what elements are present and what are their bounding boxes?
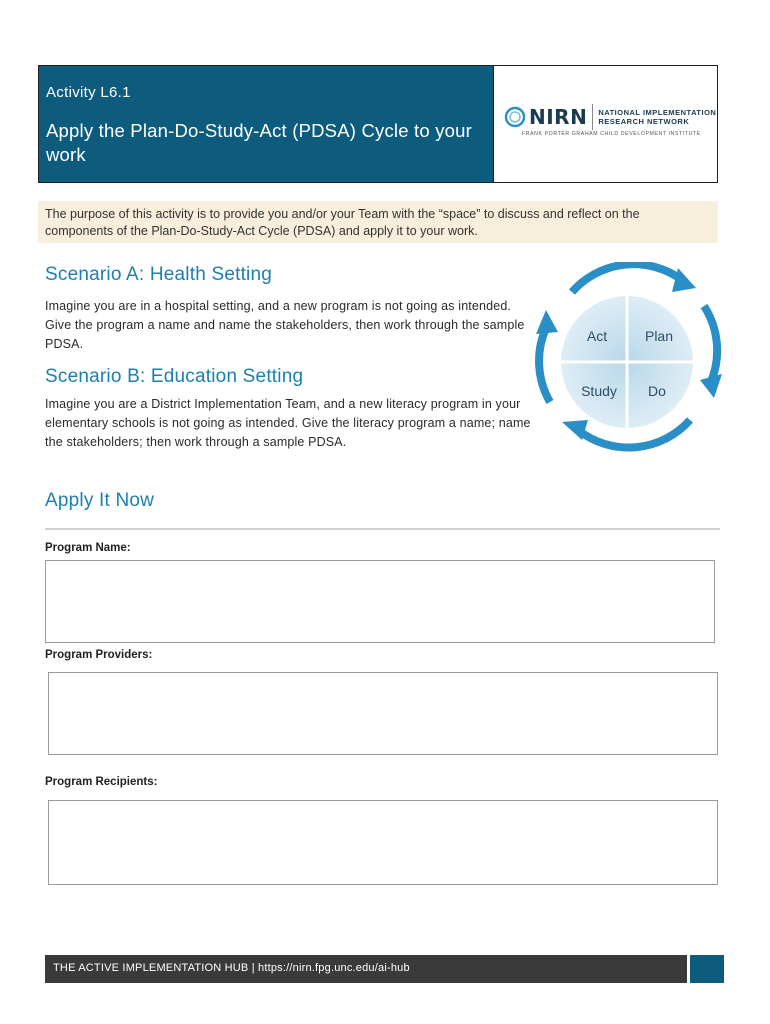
scenario-b-text: Imagine you are a District Implementation Team, and a new literacy program in your elementary schools is not going as intended. Give the literacy program a name; name the stakeholders; then work through a sample PDSA. — [45, 397, 531, 449]
activity-number: Activity L6.1 — [46, 84, 131, 101]
scenario-a-heading: Scenario A: Health Setting — [45, 264, 273, 285]
nirn-ring-icon — [504, 106, 526, 128]
cycle-quadrants — [561, 296, 693, 428]
nirn-logo — [504, 104, 716, 130]
activity-header — [38, 65, 718, 183]
logo-wordmark: NIRN — [529, 105, 588, 129]
page-footer: THE ACTIVE IMPLEMENTATION HUB | https://nirn.fpg.unc.edu/ai-hub — [45, 955, 687, 983]
logo-text — [598, 108, 716, 126]
pdsa-cycle-diagram — [532, 262, 722, 454]
header-title-panel — [39, 66, 494, 182]
cycle-label-act: Act — [586, 328, 608, 344]
purpose-statement: The purpose of this activity is to provide you and/or your Team with the “space” to discuss and reflect on the components of the Plan-Do-Study-Act Cycle (PDSA) and apply it to your work. — [38, 201, 718, 243]
program-recipients-field[interactable] — [48, 800, 718, 885]
cycle-label-study: Study — [581, 383, 617, 399]
apply-it-now-heading: Apply It Now — [45, 490, 155, 511]
section-divider — [45, 528, 720, 530]
program-providers-label: Program Providers: — [45, 649, 153, 661]
logo-divider — [592, 104, 593, 130]
cycle-label-plan: Plan — [644, 328, 674, 344]
scenario-b-heading: Scenario B: Education Setting — [45, 366, 304, 387]
logo-line-1: NATIONAL IMPLEMENTATION — [598, 108, 717, 117]
cycle-label-do: Do — [648, 383, 666, 399]
page-title: Apply the Plan-Do-Study-Act (PDSA) Cycle to your work — [46, 120, 473, 165]
program-name-field[interactable] — [45, 560, 715, 643]
program-providers-field[interactable] — [48, 672, 718, 755]
footer-accent-block — [690, 955, 724, 983]
scenario-a-text: Imagine you are in a hospital setting, and a new program is not going as intended. Give the program a name and name the stakeholders, then work through the sample PDSA. — [45, 299, 525, 351]
logo-line-2: RESEARCH NETWORK — [598, 117, 690, 126]
program-name-label: Program Name: — [45, 542, 131, 554]
program-recipients-label: Program Recipients: — [45, 776, 158, 788]
logo-subtitle: FRANK PORTER GRAHAM CHILD DEVELOPMENT INSTITUTE — [522, 131, 701, 137]
nirn-logo-panel — [494, 66, 717, 182]
